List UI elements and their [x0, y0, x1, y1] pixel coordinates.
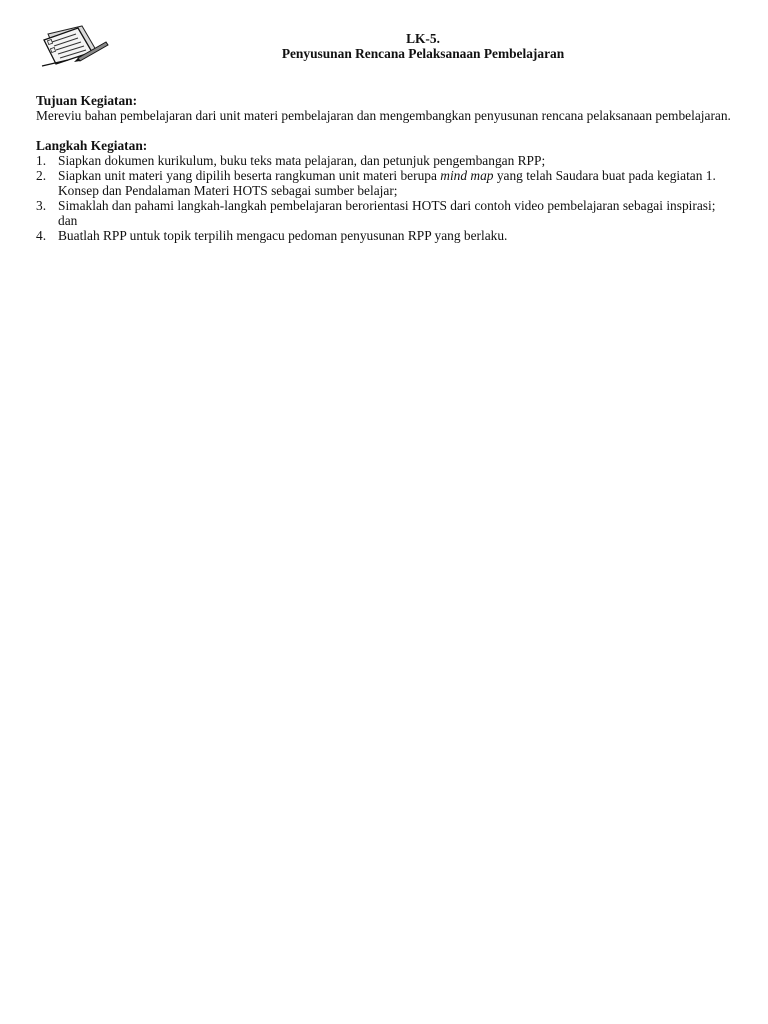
list-item-number: 3.	[36, 198, 47, 213]
document-header	[230, 31, 616, 61]
list-item-text-before: Siapkan unit materi yang dipilih beserta rangkuman unit materi berupa	[58, 168, 441, 183]
document-code: LK-5.	[406, 31, 440, 46]
list-item	[36, 228, 736, 243]
list-item-text-after: yang telah Saudara buat pada kegiatan 1. Konsep dan Pendalaman Materi HOTS sebagai sumber belajar;	[58, 168, 716, 198]
list-item-text: Simaklah dan pahami langkah-langkah pembelajaran berorientasi HOTS dari contoh video pembelajaran sebagai inspirasi; dan	[58, 198, 716, 228]
tujuan-heading: Tujuan Kegiatan:	[36, 93, 138, 108]
list-item-emphasis: mind map	[440, 168, 494, 183]
list-item-text: Buatlah RPP untuk topik terpilih mengacu pedoman penyusunan RPP yang berlaku.	[58, 228, 508, 243]
list-item-number: 2.	[36, 168, 47, 183]
document-title: Penyusunan Rencana Pelaksanaan Pembelajaran	[281, 46, 565, 61]
list-item-number: 4.	[36, 228, 47, 243]
list-item-text: Siapkan dokumen kurikulum, buku teks mata pelajaran, dan petunjuk pengembangan RPP;	[58, 153, 546, 168]
document-with-pen-icon	[38, 20, 110, 68]
document-body	[36, 93, 736, 243]
langkah-heading: Langkah Kegiatan:	[36, 138, 148, 153]
section-spacer	[36, 123, 736, 138]
langkah-list	[36, 153, 736, 243]
list-item	[36, 168, 736, 198]
list-item	[36, 198, 736, 228]
list-item	[36, 153, 736, 168]
tujuan-text: Mereviu bahan pembelajaran dari unit materi pembelajaran dan mengembangkan penyusunan rencana pelaksanaan pembelajaran.	[36, 108, 731, 123]
list-item-number: 1.	[36, 153, 47, 168]
